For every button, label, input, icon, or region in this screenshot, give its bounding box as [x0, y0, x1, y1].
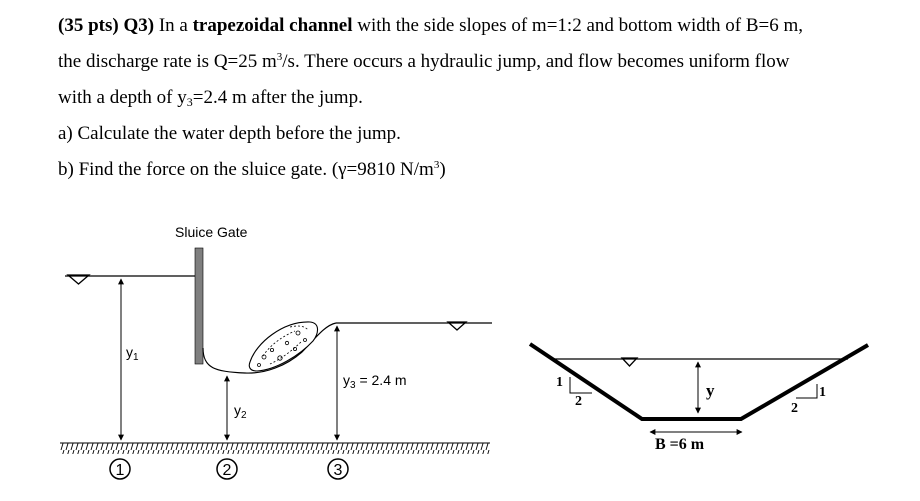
y3-label: $y_3 = 2.4$ m: [343, 372, 407, 391]
hydraulic-jump-roller: [249, 322, 317, 371]
y1-label: $y_1$: [126, 344, 139, 363]
section-1-label: 1: [115, 462, 125, 479]
problem-text: the discharge rate is Q=25 m: [58, 51, 277, 72]
question-a: a) Calculate the water depth before the jump.: [58, 123, 401, 144]
problem-text: In a: [158, 15, 188, 36]
problem-text: ): [439, 159, 446, 180]
superscript: 3: [276, 51, 283, 63]
problem-text: b) Find the force on the sluice gate. (γ=9810 N/m: [58, 159, 434, 180]
problem-text: /s. There occurs a hydraulic jump, and flow becomes uniform flow: [282, 51, 790, 72]
sluice-gate: [195, 248, 203, 364]
section-1-marker: [110, 459, 130, 479]
problem-keyword: trapezoidal channel: [192, 15, 353, 36]
problem-text: =2.4 m after the jump.: [192, 87, 363, 108]
left-slope-vertical-label: 1: [556, 375, 563, 390]
section-2-marker: [217, 459, 237, 479]
channel-bed-hatch: [60, 443, 490, 454]
cross-depth-label: y: [706, 381, 715, 400]
right-slope-vertical-label: 1: [819, 385, 826, 400]
sluice-gate-label: Sluice Gate: [175, 224, 248, 240]
problem-points: (35 pts) Q3): [58, 15, 155, 36]
section-3-label: 3: [333, 462, 343, 479]
y2-label: $y_2$: [234, 402, 247, 421]
problem-text: with a depth of y: [58, 87, 187, 108]
bottom-width-label: B =6 m: [655, 436, 705, 453]
left-slope-horizontal-label: 2: [575, 394, 582, 409]
problem-text: with the side slopes of m=1:2 and bottom width of B=6 m,: [357, 15, 803, 36]
section-3-marker: [328, 459, 348, 479]
superscript: 3: [433, 159, 440, 171]
section-2-label: 2: [222, 462, 232, 479]
right-slope-horizontal-label: 2: [791, 401, 798, 416]
subscript: 3: [186, 95, 193, 109]
trapezoidal-cross-section: [530, 344, 868, 453]
